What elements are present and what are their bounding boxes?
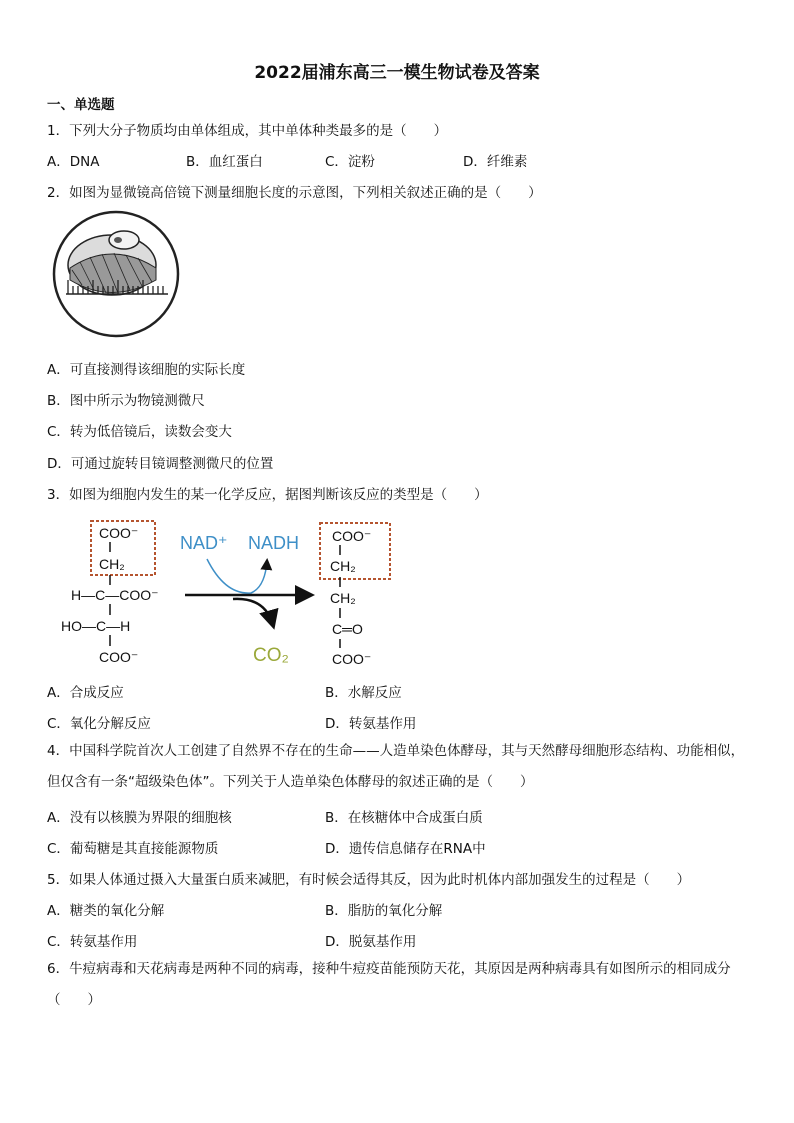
left-ho-row: HO—C—H [61,618,131,634]
q5-option-c: C．转氨基作用 [47,934,138,950]
question-1-stem: 1．下列大分子物质均由单体组成，其中单体种类最多的是（ ） [47,123,448,139]
q1-option-b: B．血红蛋白 [186,154,263,170]
q4-option-a: A．没有以核膜为界限的细胞核 [47,810,232,826]
reaction-diagram [55,515,395,670]
nad-plus-label: NAD⁺ [180,533,228,553]
page-title: 2022届浦东高三一模生物试卷及答案 [254,63,540,83]
q3-option-c: C．氧化分解反应 [47,716,151,732]
q5-option-a: A．糖类的氧化分解 [47,903,165,919]
right-ch2-a: CH₂ [330,558,356,574]
q2-option-d: D．可通过旋转目镜调整测微尺的位置 [47,456,274,472]
question-3-stem: 3．如图为细胞内发生的某一化学反应，据图判断该反应的类型是（ ） [47,487,488,503]
left-coo-top: COO⁻ [99,525,139,541]
q4-option-c: C．葡萄糖是其直接能源物质 [47,841,219,857]
left-c-row: H—C—COO⁻ [71,587,159,603]
right-ch2-b: CH₂ [330,590,356,606]
right-coo-top: COO⁻ [332,528,372,544]
q2-option-c: C．转为低倍镜后，读数会变大 [47,424,232,440]
q2-option-b: B．图中所示为物镜测微尺 [47,393,205,409]
question-2-stem: 2．如图为显微镜高倍镜下测量细胞长度的示意图，下列相关叙述正确的是（ ） [47,185,542,201]
section-heading: 一、单选题 [47,97,115,113]
question-5-stem: 5．如果人体通过摄入大量蛋白质来减肥，有时候会适得其反，因为此时机体内部加强发生的过程是（ ） [47,872,691,888]
nadh-label: NADH [248,533,300,553]
q5-option-b: B．脂肪的氧化分解 [325,903,443,919]
micrometer-figure [52,210,182,340]
left-coo-bottom: COO⁻ [99,649,139,665]
q3-option-d: D．转氨基作用 [325,716,417,732]
q3-option-b: B．水解反应 [325,685,402,701]
q4-option-b: B．在核糖体中合成蛋白质 [325,810,483,826]
co2-label: CO₂ [253,645,289,666]
question-4-stem: 4．中国科学院首次人工创建了自然界不存在的生命——人造单染色体酵母，其与天然酵母细胞形态结构、功能相似，但仅含有一条“超级染色体”。下列关于人造单染色体酵母的叙述正确的是（ ） [47,743,745,790]
q1-option-c: C．淀粉 [325,154,375,170]
right-coo-bottom: COO⁻ [332,651,372,667]
q5-option-d: D．脱氨基作用 [325,934,417,950]
q3-option-a: A．合成反应 [47,685,124,701]
q1-option-d: D．纤维素 [463,154,528,170]
left-ch2: CH₂ [99,556,125,572]
question-6-stem: 6．牛痘病毒和天花病毒是两种不同的病毒，接种牛痘疫苗能预防天花，其原因是两种病毒具有如图所示的相同成分（ ） [47,961,731,1008]
q4-option-d: D．遗传信息储存在RNA中 [325,841,486,857]
q2-option-a: A．可直接测得该细胞的实际长度 [47,362,246,378]
q1-option-a: A．DNA [47,154,100,170]
right-c-o: C═O [332,621,363,637]
